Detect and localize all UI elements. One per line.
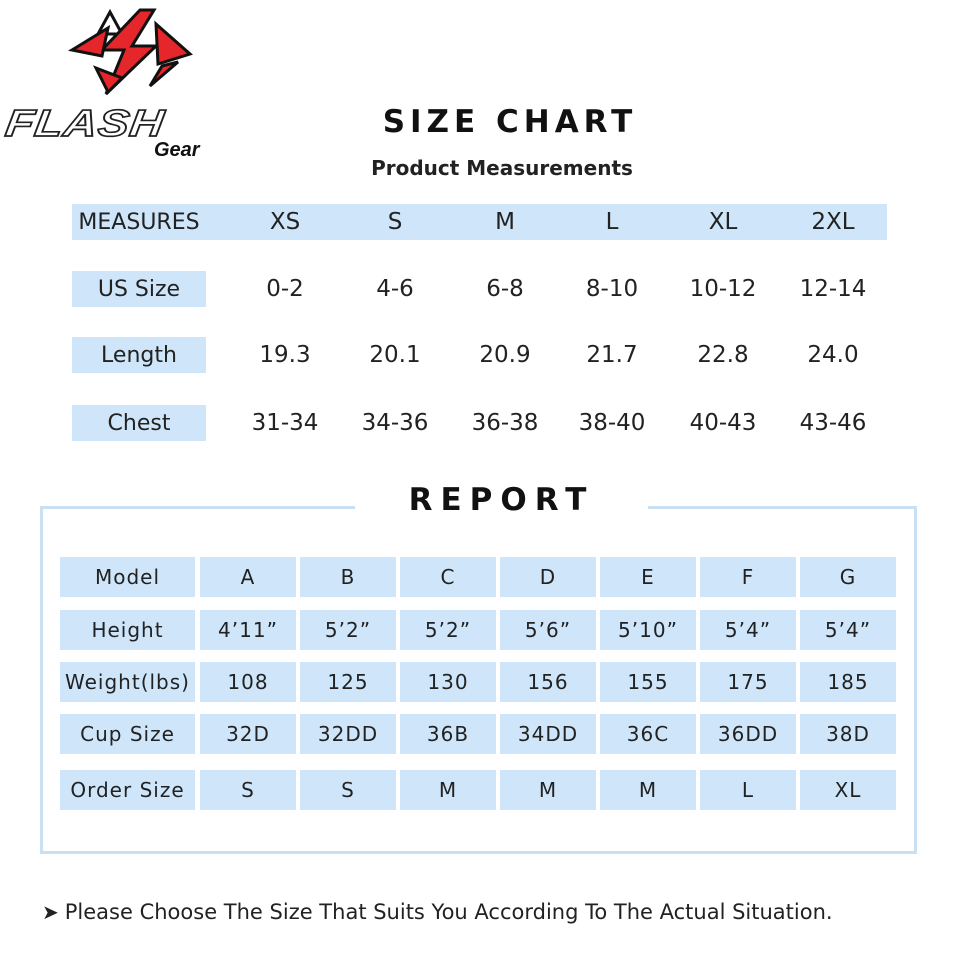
- table-cell: 22.8: [697, 342, 749, 368]
- table-cell: 36B: [400, 714, 496, 754]
- table-cell: 43-46: [799, 410, 867, 436]
- table-cell: 125: [300, 662, 396, 702]
- table-cell: B: [300, 557, 396, 597]
- table-cell: 21.7: [586, 342, 638, 368]
- table-cell: 5’2”: [300, 610, 396, 650]
- table-cell: 130: [400, 662, 496, 702]
- table-cell: 32DD: [300, 714, 396, 754]
- table-cell: D: [500, 557, 596, 597]
- table-cell: 24.0: [807, 342, 859, 368]
- brand-name: FLASH: [3, 101, 168, 145]
- table-cell: S: [300, 770, 396, 810]
- table-cell: 36C: [600, 714, 696, 754]
- table-cell: 32D: [200, 714, 296, 754]
- table-cell: 6-8: [486, 276, 524, 302]
- table-cell: F: [700, 557, 796, 597]
- table-cell: 156: [500, 662, 596, 702]
- size-header-2xl: 2XL: [811, 209, 855, 235]
- table-cell: 5’6”: [500, 610, 596, 650]
- page-title: SIZE CHART: [382, 104, 638, 140]
- table-cell: M: [600, 770, 696, 810]
- row-label-chest: Chest: [72, 405, 206, 441]
- table-cell: 20.1: [369, 342, 421, 368]
- table-cell: 10-12: [689, 276, 757, 302]
- table-cell: 155: [600, 662, 696, 702]
- arrow-right-icon: ➤: [42, 900, 59, 924]
- table-cell: M: [500, 770, 596, 810]
- table-cell: 31-34: [251, 410, 319, 436]
- table-cell: S: [200, 770, 296, 810]
- table-cell: M: [400, 770, 496, 810]
- table-cell: L: [700, 770, 796, 810]
- page-subtitle: Product Measurements: [371, 156, 633, 180]
- table-cell: 40-43: [689, 410, 757, 436]
- table-cell: XL: [800, 770, 896, 810]
- footer-note-text: Please Choose The Size That Suits You According To The Actual Situation.: [64, 900, 833, 924]
- table-cell: C: [400, 557, 496, 597]
- size-header-l: L: [605, 209, 619, 235]
- report-row-label-height: Height: [60, 610, 195, 650]
- table-cell: 12-14: [799, 276, 867, 302]
- table-cell: 36-38: [471, 410, 539, 436]
- footer-note: [42, 900, 942, 924]
- row-label-length: Length: [72, 337, 206, 373]
- table-cell: 19.3: [259, 342, 311, 368]
- table-cell: 4’11”: [200, 610, 296, 650]
- table-cell: 175: [700, 662, 796, 702]
- brand-sub: Gear: [154, 139, 200, 161]
- table-cell: 108: [200, 662, 296, 702]
- table-cell: 34DD: [500, 714, 596, 754]
- table-cell: 4-6: [376, 276, 414, 302]
- table-cell: 36DD: [700, 714, 796, 754]
- report-title: REPORT: [408, 482, 595, 518]
- size-header-xs: XS: [269, 209, 301, 235]
- table-cell: 5’4”: [700, 610, 796, 650]
- report-row-label-cup-size: Cup Size: [60, 714, 195, 754]
- table-cell: A: [200, 557, 296, 597]
- table-cell: 185: [800, 662, 896, 702]
- size-header-xl: XL: [708, 209, 738, 235]
- table-cell: 38D: [800, 714, 896, 754]
- table-cell: 20.9: [479, 342, 531, 368]
- table-cell: 0-2: [266, 276, 304, 302]
- table-cell: 34-36: [361, 410, 429, 436]
- table-cell: 8-10: [585, 276, 639, 302]
- table-cell: 5’4”: [800, 610, 896, 650]
- report-row-label-weight: Weight(lbs): [60, 662, 195, 702]
- table-cell: 5’2”: [400, 610, 496, 650]
- size-header-m: M: [495, 209, 515, 235]
- row-label-us-size: US Size: [72, 271, 206, 307]
- lightning-logo-icon: [62, 6, 222, 102]
- size-header-s: S: [387, 209, 403, 235]
- table-cell: 38-40: [578, 410, 646, 436]
- measurements-header-label: MEASURES: [78, 209, 200, 235]
- table-cell: 5’10”: [600, 610, 696, 650]
- table-cell: E: [600, 557, 696, 597]
- report-row-label-order-size: Order Size: [60, 770, 195, 810]
- table-cell: G: [800, 557, 896, 597]
- report-row-label-model: Model: [60, 557, 195, 597]
